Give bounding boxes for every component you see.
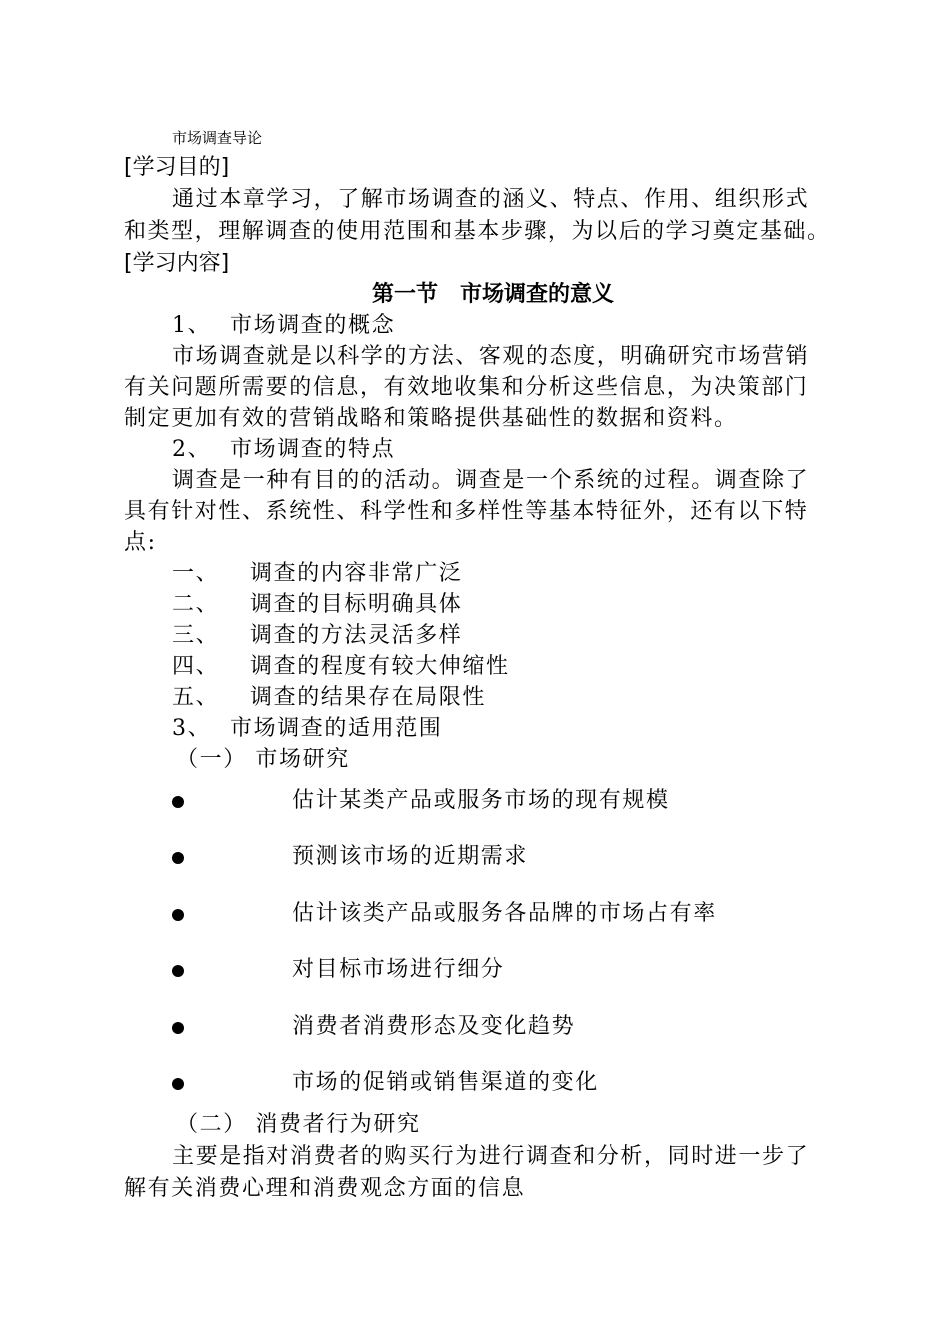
item2-number: 2、 [172,437,212,462]
item1-number: 1、 [172,313,212,338]
definition-line-1: 市场调查就是以科学的方法、客观的态度，明确研究市场营销 [172,344,810,369]
feature-1-number: 一、 [172,561,220,586]
feature-4-text: 调查的程度有较大伸缩性 [250,654,510,679]
item3-label: 市场调查的适用范围 [230,716,443,741]
bullet-text-5: 消费者消费形态及变化趋势 [292,1014,576,1039]
bullet-dot-3 [172,909,184,921]
item2-label: 市场调查的特点 [230,437,396,462]
feature-1-text: 调查的内容非常广泛 [250,561,463,586]
bullet-dot-2 [172,852,184,864]
item1-label: 市场调查的概念 [230,313,396,338]
features-line-3: 点: [124,530,157,555]
definition-line-2: 有关问题所需要的信息，有效地收集和分析这些信息，为决策部门 [124,375,809,400]
feature-5-number: 五、 [172,685,220,710]
feature-3-text: 调查的方法灵活多样 [250,623,463,648]
bullet-text-4: 对目标市场进行细分 [292,957,505,982]
bullet-text-6: 市场的促销或销售渠道的变化 [292,1070,599,1095]
page-header: 市场调查导论 [172,129,263,147]
bullet-text-1: 估计某类产品或服务市场的现有规模 [292,788,670,813]
goal-line-1: 通过本章学习，了解市场调查的涵义、特点、作用、组织形式 [172,187,810,212]
item3-number: 3、 [172,716,212,741]
bullet-dot-5 [172,1022,184,1034]
feature-4-number: 四、 [172,654,220,679]
bullet-text-3: 估计该类产品或服务各品牌的市场占有率 [292,901,717,926]
consumer-line-2: 解有关消费心理和消费观念方面的信息 [124,1176,526,1201]
goal-heading: [学习目的] [124,155,230,180]
feature-2-number: 二、 [172,592,220,617]
bullet-text-2: 预测该市场的近期需求 [292,844,529,869]
section-title: 第一节 市场调查的意义 [372,282,615,307]
feature-5-text: 调查的结果存在局限性 [250,685,487,710]
features-line-1: 调查是一种有目的的活动。调查是一个系统的过程。调查除了 [172,468,810,493]
feature-2-text: 调查的目标明确具体 [250,592,463,617]
bullet-dot-6 [172,1078,184,1090]
subsection-market-research: （一） 市场研究 [176,747,350,772]
goal-line-2: 和类型，理解调查的使用范围和基本步骤，为以后的学习奠定基础。 [124,219,829,244]
consumer-line-1: 主要是指对消费者的购买行为进行调查和分析，同时进一步了 [172,1144,810,1169]
bullet-dot-4 [172,965,184,977]
features-line-2: 具有针对性、系统性、科学性和多样性等基本特征外，还有以下特 [124,499,809,524]
content-heading: [学习内容] [124,251,230,276]
subsection-consumer-behavior: （二） 消费者行为研究 [176,1112,421,1137]
feature-3-number: 三、 [172,623,220,648]
definition-line-3: 制定更加有效的营销战略和策略提供基础性的数据和资料。 [124,406,738,431]
bullet-dot-1 [172,796,184,808]
